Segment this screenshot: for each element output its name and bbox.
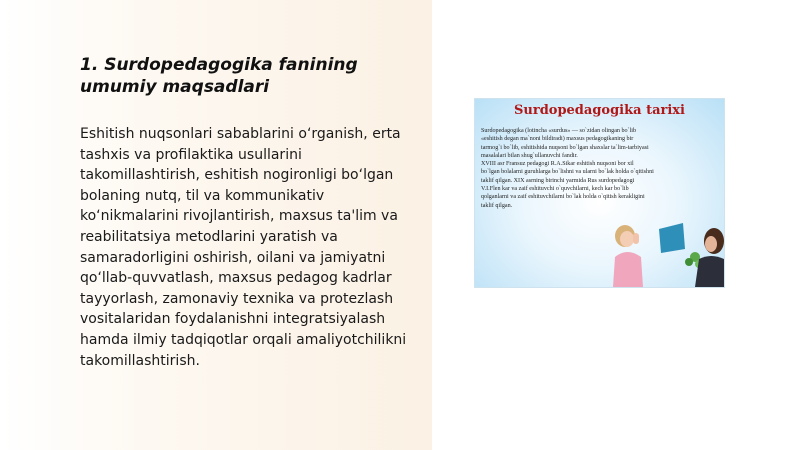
slide-body-text: Eshitish nuqsonlari sabablarini o‘rganish, erta tashxis va profilaktika usullarini takomillashtirish, eshitish nogironligi bo‘lgan bolaning nutq, til va kommunikativ ko‘nikmalarini rivojlantirish, maxsus ta'lim va reabilitatsiya metodlarini yaratish va samaradorligini oshirish, oilani va jamiyatni qo‘llab-quvvatlash, maxsus pedagog kadrlar tayyorlash, zamonaviy texnika va protezlash vositalaridan foydalanishni integratsiyalash hamda ilmiy tadqiqotlar orqali amaliyotchilikni takomillashtirish.	[80, 126, 407, 369]
adult-face	[705, 236, 717, 252]
image-text-line: taklif qilgan. XIX asrning birinchi yarmida Rus surdopedagogi	[481, 177, 635, 184]
image-text-line: V.I.Flen kar va zaif eshituvchi o`quvchilarni, kech kar bo`lib	[481, 186, 629, 193]
plant-leaf	[685, 258, 693, 266]
image-text-line: tarmog`i bo`lib, eshitishida nuqsoni bo`lgan shaxslar ta`lim-tarbiyasi	[481, 144, 649, 151]
image-text-line: Surdopedagogika (lotincha «surdus» — so`zidan olingan bo`lib	[481, 128, 637, 134]
image-text-line: masalalari bilan shug`ullanuvchi fandir.	[481, 152, 578, 159]
child-face	[620, 231, 634, 247]
child-hand	[633, 233, 639, 244]
child-and-teacher-photo	[603, 219, 724, 287]
slide-heading: 1. Surdopedagogika fanining umumiy maqsadlari	[80, 55, 358, 97]
image-text-line: qolganlarni va zaif eshituvchilarni bo`lak holda o`qitish kerakligini	[481, 194, 645, 201]
adult-body	[695, 256, 724, 287]
image-text-line: taklif qilgan.	[481, 202, 513, 209]
child-body	[613, 252, 643, 287]
image-text-line: bo`lgan bolalarni guruhlarga bo`lishni va ularni bo`lak holda o`qitishni	[481, 169, 654, 176]
blue-cup	[659, 223, 685, 253]
image-text-line: «eshitish degan ma`noni bildiradi) maxsus pedagogikaning bir	[481, 136, 634, 143]
slide-image-paragraph	[481, 127, 713, 210]
slide-image	[475, 99, 724, 287]
image-text-line: XVIII asr Fransuz pedagogi R.A.Sikar eshitish nuqsoni bor xil	[481, 161, 634, 168]
slide-image-title: Surdopedagogika tarixi	[514, 103, 685, 118]
